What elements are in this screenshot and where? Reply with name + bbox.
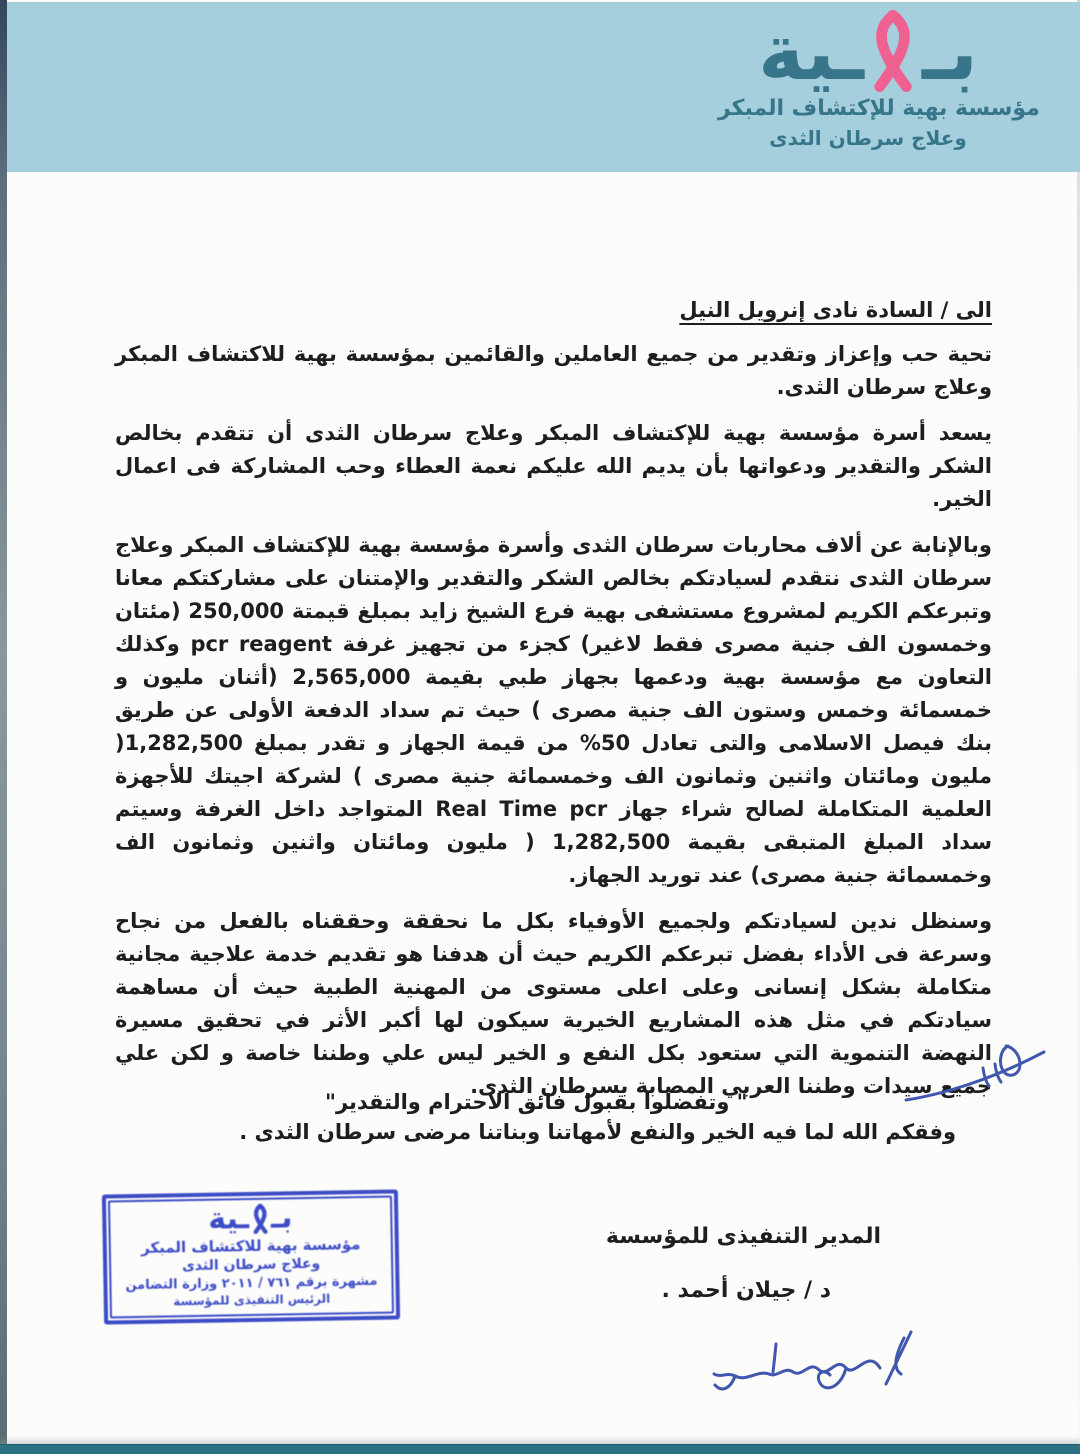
logo-letter-right: بـ bbox=[921, 8, 978, 98]
stamp-line-registration: مشهرة برقم ٧٦١ / ٢٠١١ وزارة التضامن bbox=[125, 1273, 378, 1294]
letter-body bbox=[115, 298, 992, 1162]
signoff-title: المدير التنفيذى للمؤسسة bbox=[605, 1224, 881, 1249]
stamp-inner-frame bbox=[108, 1196, 394, 1319]
stamp-line-role: الرئيس التنفيذى للمؤسسة bbox=[173, 1291, 331, 1309]
stamp-logo-letter-left: ـية bbox=[207, 1201, 250, 1237]
logo-tagline-1: مؤسسة بهية للإكتشاف المبكر bbox=[718, 96, 1040, 121]
blue-ribbon-icon bbox=[250, 1204, 271, 1234]
logo-wordmark bbox=[718, 8, 1018, 98]
foundation-logo bbox=[718, 8, 1040, 150]
blessing-line: وفقكم الله لما فيه الخير والنفع لأمهاتنا وبناتنا مرضى سرطان الثدى . bbox=[239, 1120, 956, 1144]
salutation-line: الى / السادة نادى إنرويل النيل bbox=[679, 298, 992, 322]
stamp-logo-letter-right: بـ bbox=[270, 1200, 293, 1236]
pink-ribbon-icon bbox=[866, 10, 920, 92]
logo-letter-left: ـية bbox=[758, 8, 864, 98]
paragraph-donation-details: وبالإنابة عن ألاف محاربات سرطان الثدى وأسرة مؤسسة بهية للإكتشاف المبكر وعلاج سرطان الثدى نتقدم لسيادتكم بخالص الشكر والتقدير والإمتنان على مشاركتكم معانا وتبرعكم الكريم لمشروع مستشفى بهية فرع الشيخ زايد بمبلغ قيمتة 250,000 (مئتان وخمسون الف جنية مصرى فقط لاغير) كجزء من تجهيز غرفة pcr reagent وكذلك التعاون مع مؤسسة بهية ودعمها بجهاز طبي بقيمة 2,565,000 (أثنان مليون و خمسمائة وخمس وستون الف جنية مصرى ) حيث تم سداد الدفعة الأولى عن طريق بنك فيصل الاسلامى والتى تعادل 50% من قيمة الجهاز و تقدر بمبلغ 1,282,500( مليون ومائتان واثنين وثمانون الف وخمسمائة جنية مصرى ) لشركة اجيتك للأجهزة العلمية المتكاملة لصالح شراء جهاز Real Time pcr المتواجد داخل الغرفة وسيتم سداد المبلغ المتبقى بقيمة 1,282,500 ( مليون ومائتان واثنين وثمانون الف وخمسمائة جنية مصرى) عند توريد الجهاز. bbox=[115, 533, 993, 887]
stamp-line-treatment: وعلاج سرطان الثدى bbox=[181, 1255, 321, 1275]
logo-tagline-2: وعلاج سرطان الثدى bbox=[769, 126, 967, 150]
handwritten-signature-initials bbox=[900, 1038, 1050, 1108]
paragraph-gratitude: وسنظل ندين لسيادتكم ولجميع الأوفياء بكل ما نحققة وحققناه بالفعل من نجاح وسرعة فى الأداء بفضل تبرعكم الكريم حيث أن هدفنا هو تقديم خدمة علاجية مجانية متكاملة بشكل إنسانى وعلى اعلى مستوى من المهنية الطبية حيث أن مساهمة سيادتكم في مثل هذه المشاريع الخيرية سيكون لها أكبر الأثر في تحقيق مسيرة النهضة التنموية التي ستعود بكل النفع و الخير ليس علي وطننا خاصة و لكن علي جميع سيدات وطننا العربي المصابة بسرطان الثدى. bbox=[115, 909, 992, 1098]
stamp-logo-wordmark bbox=[116, 1202, 384, 1237]
paragraph-greeting: تحية حب وإعزاز وتقدير من جميع العاملين والقائمين بمؤسسة بهية للاكتشاف المبكر وعلاج سرطان الثدى. bbox=[115, 342, 992, 399]
signoff-name: د / جيلان أحمد . bbox=[661, 1278, 831, 1303]
stamp-line-foundation: مؤسسة بهية للاكتشاف المبكر bbox=[140, 1235, 361, 1257]
handwritten-signature-name bbox=[698, 1326, 918, 1404]
foundation-stamp bbox=[102, 1189, 400, 1324]
paragraph-thanks: يسعد أسرة مؤسسة بهية للإكتشاف المبكر وعلاج سرطان الثدى أن تتقدم بخالص الشكر والتقدير ودعواتها بأن يديم الله عليكم نعمة العطاء وحب المشاركة فى اعمال الخير. bbox=[115, 421, 992, 511]
scan-edge-left bbox=[0, 0, 7, 1454]
letterhead-band bbox=[7, 2, 1080, 172]
closing-courtesy-line: " وتفضلوا بقبول فائق الاحترام والتقدير" bbox=[325, 1090, 748, 1114]
footer-teal-bar bbox=[0, 1444, 1080, 1454]
